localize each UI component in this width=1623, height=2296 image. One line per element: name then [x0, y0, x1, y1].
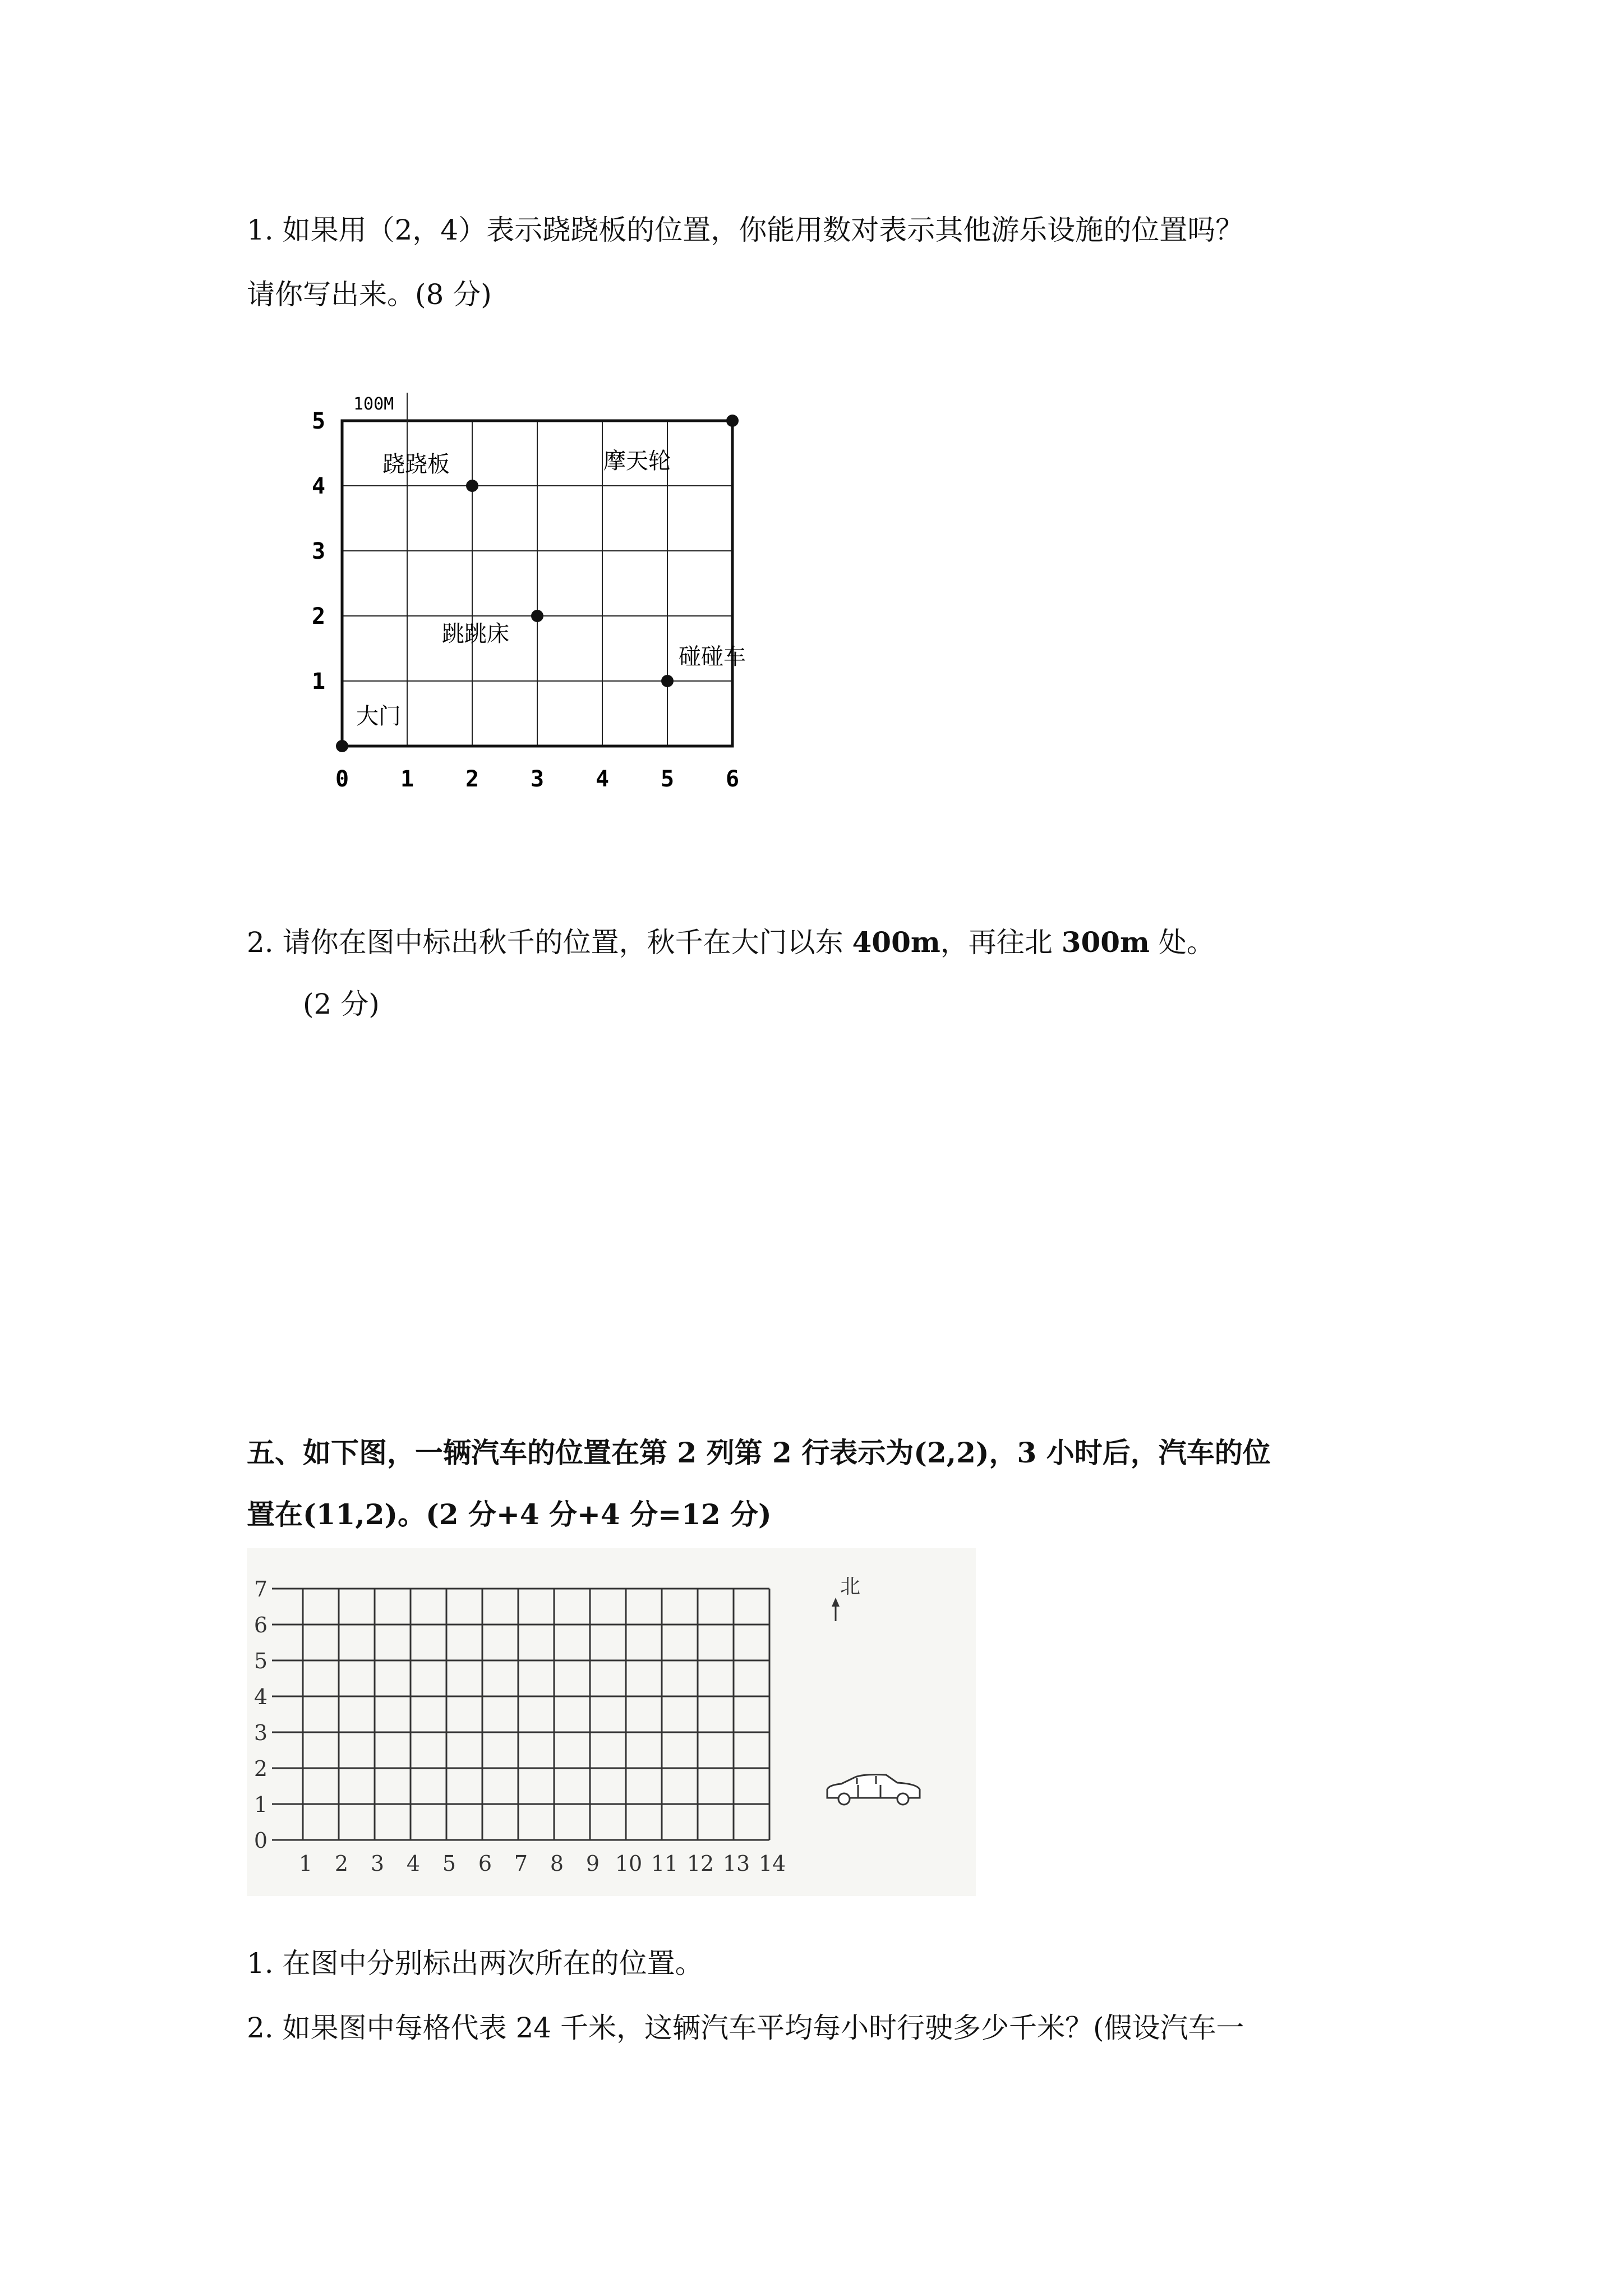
x-tick-label: 2: [465, 766, 479, 792]
q2-prefix: 2. 请你在图中标出秋千的位置，秋千在大门以东: [247, 926, 852, 959]
place-marker: [336, 740, 348, 752]
x-tick-label: 13: [722, 1851, 750, 1876]
q2-distance-east: 400m: [852, 926, 940, 959]
x-tick-label: 4: [406, 1851, 421, 1876]
q2-suffix: 处。: [1149, 926, 1215, 959]
place-label: 摩天轮: [603, 448, 671, 474]
section5-line1: 五、如下图，一辆汽车的位置在第 2 列第 2 行表示为(2,2)，3 小时后，汽车的位: [247, 1436, 1271, 1469]
car-grid-map: [247, 1548, 976, 1896]
sub-question-1: 1. 在图中分别标出两次所在的位置。: [247, 1947, 703, 1980]
y-tick-label: 2: [253, 1756, 268, 1781]
sub-question-2: 2. 如果图中每格代表 24 千米，这辆汽车平均每小时行驶多少千米？(假设汽车一: [247, 2012, 1244, 2044]
y-tick-label: 4: [253, 1685, 268, 1709]
y-tick-label: 2: [311, 604, 326, 629]
x-tick-label: 14: [758, 1851, 786, 1876]
place-marker: [726, 415, 739, 427]
scale-label: 100M: [353, 394, 394, 414]
x-tick-label: 11: [651, 1851, 679, 1876]
x-tick-label: 3: [530, 766, 545, 792]
x-tick-label: 4: [595, 766, 610, 792]
x-tick-label: 5: [660, 766, 675, 792]
place-marker: [661, 675, 674, 687]
playground-grid-map: [292, 393, 796, 813]
place-label: 碰碰车: [679, 644, 746, 670]
north-label: 北: [840, 1575, 861, 1598]
section5-line2: 置在(11,2)。(2 分+4 分+4 分=12 分): [247, 1498, 772, 1531]
x-tick-label: 10: [615, 1851, 643, 1876]
x-tick-label: 6: [725, 766, 740, 792]
q2-points: (2 分): [303, 988, 380, 1020]
y-tick-label: 5: [253, 1649, 268, 1673]
x-tick-label: 0: [335, 766, 349, 792]
x-tick-label: 8: [550, 1851, 564, 1876]
x-tick-label: 7: [514, 1851, 528, 1876]
place-label: 大门: [356, 703, 401, 729]
x-tick-label: 9: [585, 1851, 600, 1876]
q2-distance-north: 300m: [1061, 926, 1150, 959]
x-tick-label: 12: [686, 1851, 714, 1876]
y-tick-label: 6: [253, 1613, 268, 1637]
y-tick-label: 1: [253, 1792, 268, 1817]
x-tick-label: 1: [400, 766, 414, 792]
q1-line1: 1. 如果用（2，4）表示跷跷板的位置，你能用数对表示其他游乐设施的位置吗？: [247, 214, 1244, 246]
x-tick-label: 5: [442, 1851, 457, 1876]
y-tick-label: 0: [253, 1828, 268, 1853]
place-label: 跷跷板: [382, 452, 450, 477]
place-label: 跳跳床: [442, 621, 509, 647]
x-tick-label: 6: [478, 1851, 492, 1876]
place-marker: [466, 480, 478, 492]
x-tick-label: 1: [298, 1851, 313, 1876]
y-tick-label: 7: [253, 1577, 268, 1602]
place-marker: [531, 610, 543, 622]
y-tick-label: 3: [311, 539, 326, 564]
x-tick-label: 3: [370, 1851, 385, 1876]
y-tick-label: 1: [311, 669, 326, 694]
y-tick-label: 4: [311, 473, 326, 499]
q2-middle: ，再往北: [940, 926, 1062, 959]
q2-line1: [247, 926, 1215, 959]
q1-line2: 请你写出来。(8 分): [247, 278, 492, 311]
x-tick-label: 2: [334, 1851, 349, 1876]
y-tick-label: 5: [311, 408, 326, 434]
y-tick-label: 3: [253, 1720, 268, 1745]
